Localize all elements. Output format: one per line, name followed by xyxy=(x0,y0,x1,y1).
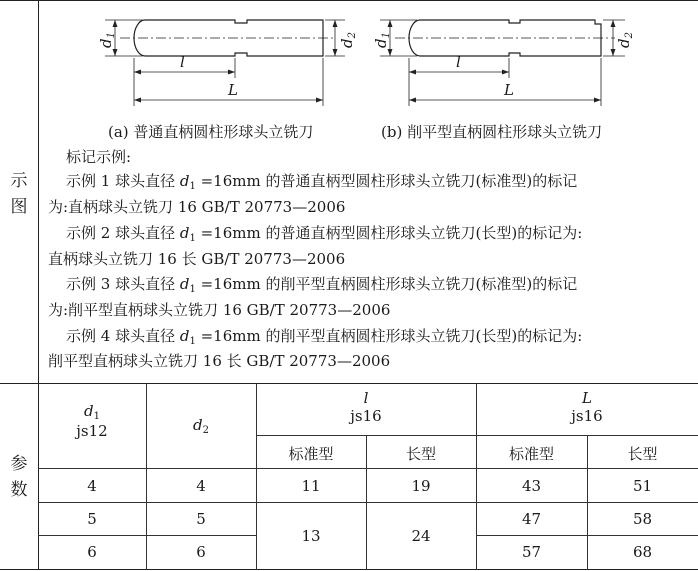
cell-l-long-row1: 19 xyxy=(411,477,431,495)
header-L-standard: 标准型 xyxy=(508,445,554,463)
cell-d2-row1: 4 xyxy=(196,477,206,495)
header-subrow-line xyxy=(256,435,698,436)
border-top xyxy=(0,0,698,1)
marking-line-6: 为:削平型直柄球头立铣刀 16 GB/T 20773—2006 xyxy=(48,301,391,319)
border-bottom xyxy=(0,569,698,570)
header-L-long: 长型 xyxy=(627,445,658,463)
dim-label-d1-a: $d_1$ xyxy=(97,32,117,48)
cell-L-long-row1: 51 xyxy=(632,477,653,495)
marking-line-3: 示例 2 球头直径 $d_1 =16mm$ 的普通直柄型圆柱形球头立铣刀(长型)的标记为: xyxy=(66,224,583,244)
dim-label-L-b: L xyxy=(504,81,514,99)
cell-l-long-merged: 24 xyxy=(411,527,431,545)
dim-label-d2-b: $d_2$ xyxy=(615,32,635,48)
header-d2: $d_2$ xyxy=(193,416,209,436)
cell-d1-row3: 6 xyxy=(87,543,97,561)
dim-label-d1-b: $d_1$ xyxy=(372,32,392,48)
dim-label-L-a: L xyxy=(228,81,238,99)
cell-L-std-row3: 57 xyxy=(521,543,542,561)
row-line-2-right xyxy=(476,535,698,536)
header-bottom-line xyxy=(38,468,698,469)
header-l-long: 长型 xyxy=(405,445,436,463)
header-L: L js16 xyxy=(571,389,603,425)
row-line-1 xyxy=(38,502,698,503)
cell-L-long-row2: 58 xyxy=(632,510,653,528)
cell-L-long-row3: 68 xyxy=(632,543,653,561)
cell-d2-row2: 5 xyxy=(196,510,206,528)
cell-d2-row3: 6 xyxy=(196,543,206,561)
caption-b: (b) 削平型直柄圆柱形球头立铣刀 xyxy=(381,123,603,141)
header-d1: $d_1$ js12 xyxy=(76,402,108,440)
drawing-b xyxy=(380,20,625,106)
dim-label-l-a: l xyxy=(180,53,185,71)
marking-line-1: 示例 1 球头直径 $d_1 =16mm$ 的普通直柄型圆柱形球头立铣刀(标准型)的标记 xyxy=(66,172,578,192)
header-l-standard: 标准型 xyxy=(288,445,334,463)
cell-l-std-row1: 11 xyxy=(301,477,321,495)
marking-line-2: 为:直柄球头立铣刀 16 GB/T 20773—2006 xyxy=(48,198,346,216)
cell-d1-row2: 5 xyxy=(87,510,97,528)
cell-L-std-row1: 43 xyxy=(521,477,542,495)
marking-heading: 标记示例: xyxy=(66,148,132,166)
side-label-params: 参 数 xyxy=(10,454,28,500)
cell-l-std-merged: 13 xyxy=(301,527,321,545)
header-l: l js16 xyxy=(350,389,382,425)
drawing-a xyxy=(105,20,345,106)
side-label-figure: 示 图 xyxy=(10,171,28,217)
cell-L-std-row2: 47 xyxy=(521,510,542,528)
dim-label-l-b: l xyxy=(456,53,461,71)
marking-line-4: 直柄球头立铣刀 16 长 GB/T 20773—2006 xyxy=(48,250,346,268)
caption-a: (a) 普通直柄圆柱形球头立铣刀 xyxy=(108,123,314,141)
row-line-2-left xyxy=(38,535,256,536)
cell-d1-row1: 4 xyxy=(87,477,97,495)
section-divider xyxy=(0,383,698,384)
dim-label-d2-a: $d_2$ xyxy=(338,32,358,48)
marking-line-5: 示例 3 球头直径 $d_1 =16mm$ 的削平型直柄圆柱形球头立铣刀(标准型)的标记 xyxy=(66,275,578,295)
end-mill-drawings xyxy=(95,6,655,112)
marking-line-7: 示例 4 球头直径 $d_1 =16mm$ 的削平型直柄圆柱形球头立铣刀(长型)的标记为: xyxy=(66,327,583,347)
marking-line-8: 削平型直柄球头立铣刀 16 长 GB/T 20773—2006 xyxy=(48,352,391,370)
